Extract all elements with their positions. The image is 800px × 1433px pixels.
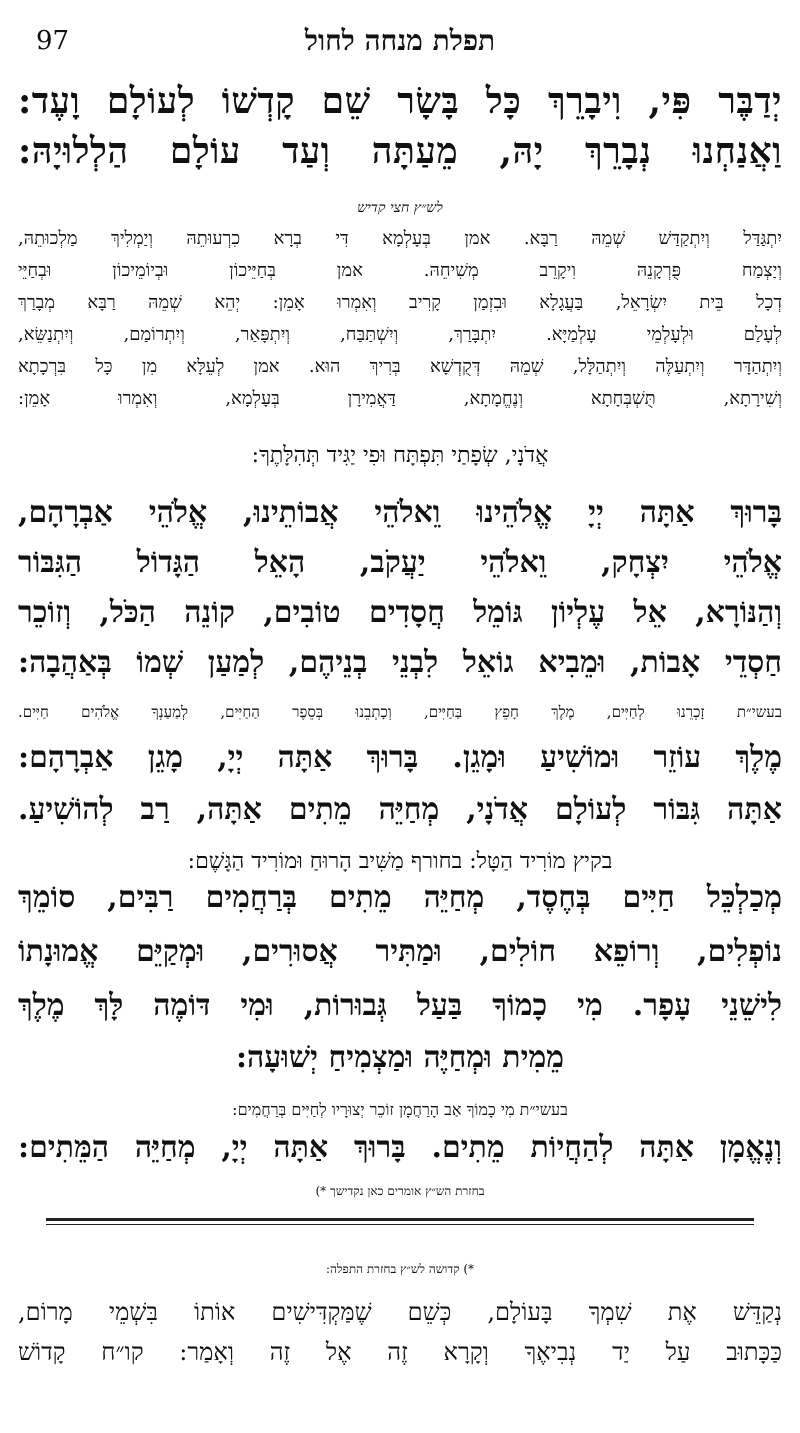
ashrei-line-1: יְדַבֶּר פִּי, וִיבָרֵךְ כָּל בָּשָׂר שֵׁם קָדְשׁוֹ לְעוֹלָם וָעֶד: (18, 80, 782, 122)
footnote-divider-thin (46, 1224, 754, 1225)
kaddish-label: לש״ץ חצי קדיש (357, 200, 443, 216)
kedusha-note: בחזרת הש״ץ אומרים כאן נקדישך *) (315, 1184, 485, 1198)
kaddish-line-3: דְכָל בֵּית יִשְׂרָאֵל, בַּעֲגָלָא וּבִזְמַן קָרִיב וְאִמְרוּ אָמֵן: יְהֵא שְׁמֵהּ רַבָּא מְבָרַךְ (18, 292, 782, 313)
neeman-line: וְנֶאֱמָן אַתָּה לְהַחֲיוֹת מֵתִים. בָּרוּךְ אַתָּה יְיָ, מְחַיֵּה הַמֵּתִים: (18, 1130, 782, 1165)
gevurot-line-4: מֵמִית וּמְחַיֶּה וּמַצְמִיחַ יְשׁוּעָה: (235, 1040, 565, 1075)
ashrei-line-2: וַאֲנַחְנוּ נְבָרֵךְ יָהּ, מֵעַתָּה וְעַד עוֹלָם הַלְלוּיָהּ: (18, 130, 782, 172)
footnote-divider-thick (46, 1218, 754, 1221)
footnote-line-2: כַּכָּתוּב עַל יַד נְבִיאֶךָ וְקָרָא זֶה אֶל זֶה וְאָמַר: קו״ח קָדוֹשׁ (18, 1338, 782, 1366)
avot-line-4: חַסְדֵי אָבוֹת, וּמֵבִיא גוֹאֵל לִבְנֵי בְנֵיהֶם, לְמַעַן שְׁמוֹ בְּאַהֲבָה: (18, 645, 782, 680)
running-title: תפלת מנחה לחול (304, 24, 496, 57)
aseret-mi-chamocha: בעשי״ת מִי כָמוֹךָ אַב הָרַחֲמָן זוֹכֵר יְצוּרָיו לְחַיִּים בְּרַחֲמִים: (232, 1100, 568, 1119)
page-number: 97 (36, 26, 70, 56)
avot-line-1: בָּרוּךְ אַתָּה יְיָ אֱלֹהֵינוּ וֵאלֹהֵי אֲבוֹתֵינוּ, אֱלֹהֵי אַבְרָהָם, (18, 495, 782, 530)
gevurot-line-2: נוֹפְלִים, וְרוֹפֵא חוֹלִים, וּמַתִּיר אֲסוּרִים, וּמְקַיֵּם אֱמוּנָתוֹ (18, 934, 782, 969)
magen-line-1: מֶלֶךְ עוֹזֵר וּמוֹשִׁיעַ וּמָגֵן. בָּרוּךְ אַתָּה יְיָ, מָגֵן אַבְרָהָם: (18, 740, 782, 775)
footnote-label: *) קדושה לש״ץ בחזרת התפלה: (325, 1262, 475, 1276)
gevurot-line-3: לִישֵׁנֵי עָפָר. מִי כָמוֹךָ בַּעַל גְּבוּרוֹת, וּמִי דּוֹמֶה לָּךְ מֶלֶךְ (18, 988, 782, 1023)
avot-line-2: אֱלֹהֵי יִצְחָק, וֵאלֹהֵי יַעֲקֹב, הָאֵל הַגָּדוֹל הַגִּבּוֹר (18, 545, 782, 580)
kaddish-line-6: וְשִׁירָתָא, תֻּשְׁבְּחָתָא וְנֶחֱמָתָא, דַּאֲמִירָן בְּעָלְמָא, וְאִמְרוּ אָמֵן: (18, 388, 782, 409)
kaddish-line-5: וְיִתְהַדָּר וְיִתְעַלֶּה וְיִתְהַלָּל, שְׁמֵהּ דְּקֻדְשָׁא בְּרִיךְ הוּא. אמן לְעֵלָּא מִן כָּל בִּרְכָתָא (18, 356, 782, 377)
footnote-line-1: נְקַדֵּשׁ אֶת שִׁמְךָ בָּעוֹלָם, כְּשֵׁם שֶׁמַּקְדִּישִׁים אוֹתוֹ בִּשְׁמֵי מָרוֹם, (18, 1298, 782, 1326)
kaddish-line-1: יִתְגַּדַּל וְיִתְקַדַּשׁ שְׁמֵהּ רַבָּא. אמן בְּעָלְמָא דִּי בְרָא כִרְעוּתֵהּ וְיַמְלִיךְ מַלְכוּתֵהּ, (18, 228, 782, 249)
kaddish-line-2: וְיַצְמַח פֻּרְקָנֵהּ וִיקָרֵב מְשִׁיחֵהּ. אמן בְּחַיֵּיכוֹן וּבְיוֹמֵיכוֹן וּבְחַיֵּי (18, 260, 782, 281)
avot-line-3: וְהַנּוֹרָא, אֵל עֶלְיוֹן גּוֹמֵל חֲסָדִים טוֹבִים, קוֹנֵה הַכֹּל, וְזוֹכֵר (18, 595, 782, 630)
aseret-zochreinu: בעשי״ת זָכְרֵנוּ לְחַיִּים, מֶלֶךְ חָפֵץ בַּחַיִּים, וְכָתְבֵנוּ בְּסֵפֶר הַחַיִּים, לְמַעַנְךָ אֱלֹהִים חַיִּים. (18, 703, 782, 721)
page-header (36, 22, 764, 62)
magen-line-2: אַתָּה גִּבּוֹר לְעוֹלָם אֲדֹנָי, מְחַיֵּה מֵתִים אַתָּה, רַב לְהוֹשִׁיעַ. (18, 792, 782, 827)
seasonal-insert: בקיץ מוֹרִיד הַטָּל: בחורף מַשִּׁיב הָרוּחַ וּמוֹרִיד הַגָּשֶׁם: (187, 849, 613, 874)
adonai-sefatai: אֲדֹנָי, שְׂפָתַי תִּפְתָּח וּפִי יַגִּיד תְּהִלָּתֶךָ: (251, 443, 549, 468)
kaddish-line-4: לְעָלַם וּלְעָלְמֵי עָלְמַיָּא. יִתְבָּרַךְ, וְיִשְׁתַּבַּח, וְיִתְפָּאַר, וְיִתְרוֹמַם, וְיִתְנַשֵּׂא, (18, 324, 782, 345)
gevurot-line-1: מְכַלְכֵּל חַיִּים בְּחֶסֶד, מְחַיֵּה מֵתִים בְּרַחֲמִים רַבִּים, סוֹמֵךְ (18, 880, 782, 915)
